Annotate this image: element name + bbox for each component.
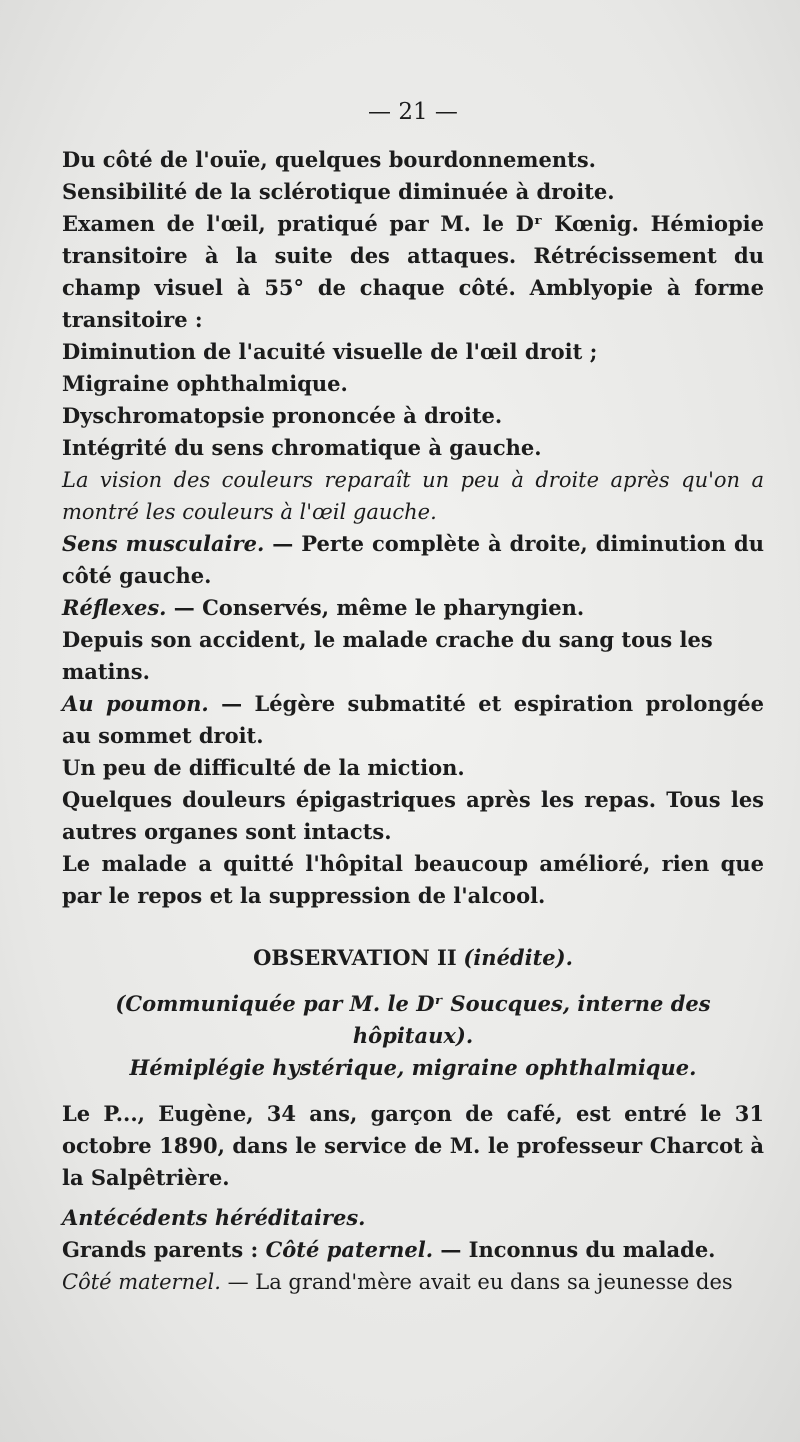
observation-note: (inédite). xyxy=(463,945,573,970)
paragraph-miction: Un peu de difficulté de la miction. xyxy=(62,755,465,780)
maternal-text: — La grand'mère avait eu dans sa jeunesse des xyxy=(220,1270,733,1294)
paternal-text: — Inconnus du malade. xyxy=(433,1237,716,1262)
paternal-side: Côté paternel. xyxy=(265,1237,434,1262)
text-lung: — Légère submatité et espiration prolongée au sommet droit. xyxy=(62,691,765,748)
paragraph-dyschromatopsia: Dyschromatopsie prononcée à droite. xyxy=(62,403,503,428)
paragraph-acuity: Diminution de l'acuité visuelle de l'œil droit ; xyxy=(62,339,598,364)
paragraph-case-intro: Le P..., Eugène, 34 ans, garçon de café, est entré le 31 octobre 1890, dans le service de M. le professeur Charcot à la Salpêtrière. xyxy=(62,1101,764,1190)
page-text xyxy=(62,96,764,1298)
paragraph-hearing: Du côté de l'ouïe, quelques bourdonnements. xyxy=(62,147,596,172)
paragraph-migraine: Migraine ophthalmique. xyxy=(62,371,348,396)
paragraph-maternal xyxy=(62,1266,764,1298)
paragraph-discharge: Le malade a quitté l'hôpital beaucoup amélioré, rien que par le repos et la suppression de l'alcool. xyxy=(62,851,764,908)
paragraph-epigastric: Quelques douleurs épigastriques après les repas. Tous les autres organes sont intacts. xyxy=(62,787,764,844)
paragraph-reflexes xyxy=(62,592,764,624)
grandparents-label: Grands parents : xyxy=(62,1237,266,1262)
text-reflexes: — Conservés, même le pharyngien. xyxy=(166,595,585,620)
paragraph-eye-exam: Examen de l'œil, pratiqué par M. le Dʳ Kœnig. Hémiopie transitoire à la suite des attaques. Rétrécissement du champ visuel à 55° de chaque côté. Amblyopie à forme transitoire : xyxy=(62,211,764,332)
paragraph-grandparents xyxy=(62,1234,764,1266)
paragraph-antecedents: Antécédents héréditaires. xyxy=(62,1205,366,1230)
label-lung: Au poumon. xyxy=(62,691,209,716)
observation-communicated: (Communiquée par M. le Dʳ Soucques, interne des hôpitaux). xyxy=(115,991,711,1048)
maternal-side: Côté maternel. xyxy=(62,1270,221,1294)
paragraph-blood: Depuis son accident, le malade crache du sang tous les matins. xyxy=(62,627,713,684)
label-reflexes: Réflexes. xyxy=(62,595,167,620)
paragraph-sclerotic: Sensibilité de la sclérotique diminuée à droite. xyxy=(62,179,615,204)
observation-subtitle: Hémiplégie hystérique, migraine ophthalmique. xyxy=(129,1055,697,1080)
label-muscular-sense: Sens musculaire. xyxy=(62,531,265,556)
paragraph-color-vision: La vision des couleurs reparaît un peu à droite après qu'on a montré les couleurs à l'œil gauche. xyxy=(62,468,764,524)
paragraph-lung xyxy=(62,688,764,752)
paragraph-chromatic: Intégrité du sens chromatique à gauche. xyxy=(62,435,542,460)
text-muscular-sense: — Perte complète à droite, diminution du côté gauche. xyxy=(62,531,765,588)
observation-title: OBSERVATION II xyxy=(253,945,457,970)
page-number: — 21 — xyxy=(368,99,458,125)
paragraph-muscular-sense xyxy=(62,528,764,592)
observation-heading xyxy=(62,942,764,974)
